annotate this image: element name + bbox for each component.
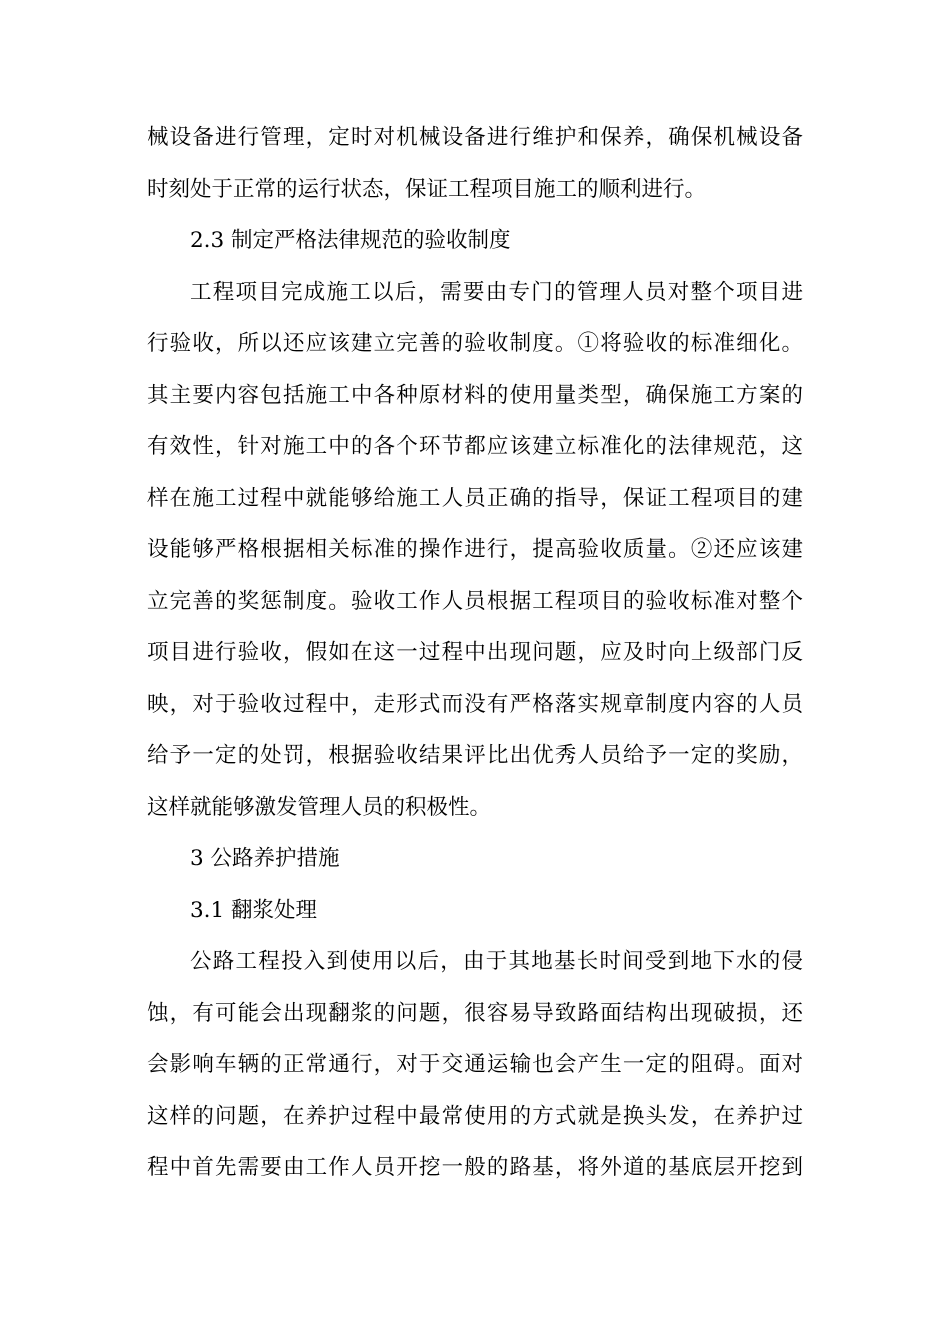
paragraph-line: 工程项目完成施工以后，需要由专门的管理人员对整个项目进: [190, 279, 803, 305]
paragraph-line: 给予一定的处罚，根据验收结果评比出优秀人员给予一定的奖励，: [147, 743, 803, 768]
document-body: [147, 112, 803, 1194]
paragraph-line: 这样就能够激发管理人员的积极性。: [147, 794, 492, 820]
paragraph-line: 项目进行验收，假如在这一过程中出现问题，应及时向上级部门反: [147, 640, 803, 665]
paragraph-line: 蚀，有可能会出现翻浆的问题，很容易导致路面结构出现破损，还: [147, 1000, 803, 1026]
subsection-heading: 3.1 翻浆处理: [190, 897, 318, 923]
paragraph-line: 立完善的奖惩制度。验收工作人员根据工程项目的验收标准对整个: [147, 588, 803, 614]
paragraph-line: 械设备进行管理，定时对机械设备进行维护和保养，确保机械设备: [147, 125, 803, 150]
paragraph-line: 映，对于验收过程中，走形式而没有严格落实规章制度内容的人员: [147, 691, 803, 717]
paragraph-line: 会影响车辆的正常通行，对于交通运输也会产生一定的阻碍。面对: [147, 1052, 803, 1077]
paragraph-line: 行验收，所以还应该建立完善的验收制度。①将验收的标准细化。: [147, 331, 803, 356]
paragraph-line: 这样的问题，在养护过程中最常使用的方式就是换头发，在养护过: [147, 1103, 803, 1129]
paragraph-line: 样在施工过程中就能够给施工人员正确的指导，保证工程项目的建: [147, 485, 803, 511]
paragraph-line: 其主要内容包括施工中各种原材料的使用量类型，确保施工方案的: [147, 382, 803, 408]
section-heading: 2.3 制定严格法律规范的验收制度: [190, 228, 511, 253]
paragraph-line: 公路工程投入到使用以后，由于其地基长时间受到地下水的侵: [190, 949, 803, 974]
paragraph-line: 有效性，针对施工中的各个环节都应该建立标准化的法律规范，这: [147, 434, 803, 459]
section-heading: 3 公路养护措施: [190, 846, 340, 871]
paragraph-line: 设能够严格根据相关标准的操作进行，提高验收质量。②还应该建: [147, 537, 803, 562]
paragraph-line: 程中首先需要由工作人员开挖一般的路基，将外道的基底层开挖到: [147, 1155, 803, 1180]
paragraph-line: 时刻处于正常的运行状态，保证工程项目施工的顺利进行。: [147, 176, 707, 202]
